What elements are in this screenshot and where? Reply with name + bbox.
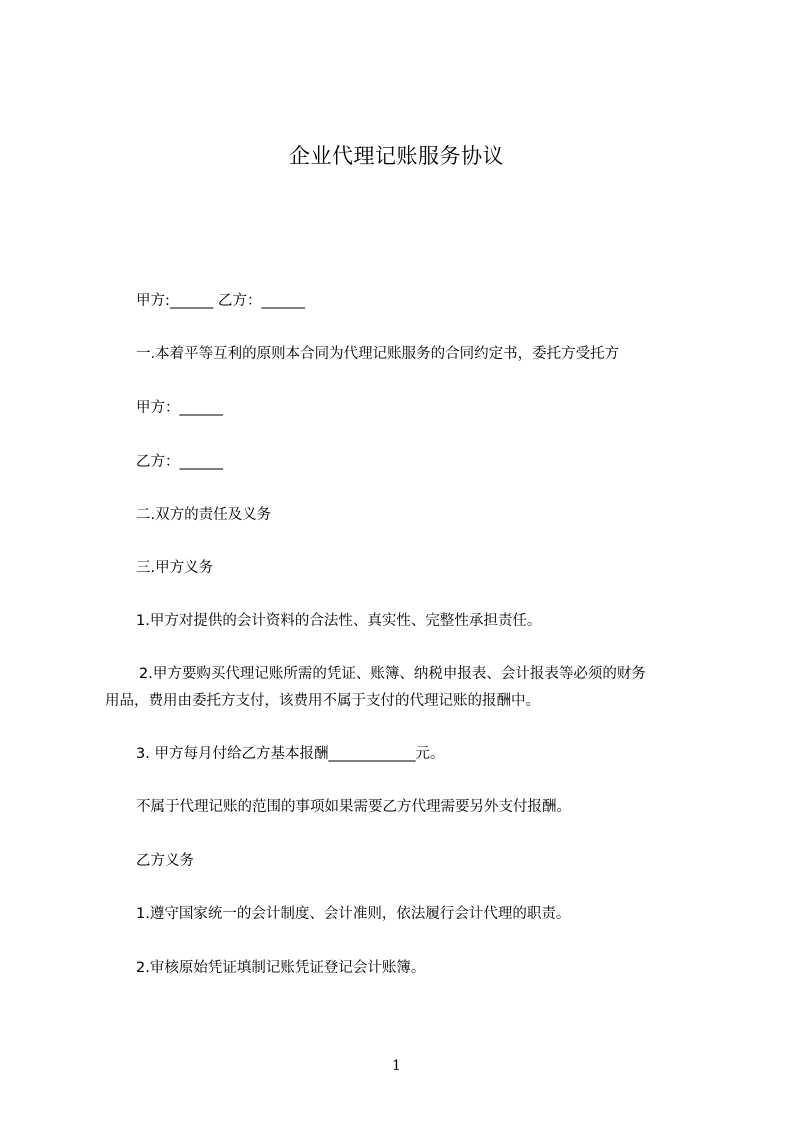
party-a-duty-2-continued: 用品，费用由委托方支付，该费用不属于支付的代理记账的报酬中。 (105, 693, 540, 709)
section-three-heading: 三.甲方义务 (136, 560, 214, 576)
party-b-duty-1: 1.遵守国家统一的会计制度、会计准则，依法履行会计代理的职责。 (136, 906, 571, 922)
party-b-line: 乙方：______ (136, 454, 223, 470)
party-a-duty-1: 1.甲方对提供的会计资料的合法性、真实性、完整性承担责任。 (136, 613, 542, 629)
extra-fee-note: 不属于代理记账的范围的事项如果需要乙方代理需要另外支付报酬。 (136, 799, 571, 815)
party-a-duty-2: 2.甲方要购买代理记账所需的凭证、账簿、纳税申报表、会计报表等必须的财务 (139, 666, 646, 682)
section-two-heading: 二.双方的责任及义务 (136, 507, 272, 523)
party-a-duty-3: 3. 甲方每月付给乙方基本报酬____________元。 (136, 746, 445, 762)
parties-line: 甲方:______ 乙方：______ (136, 293, 305, 309)
document-title: 企业代理记账服务协议 (289, 144, 504, 168)
page-number: 1 (392, 1058, 401, 1074)
party-a-line: 甲方：______ (136, 400, 223, 416)
section-one-text: 一.本着平等互利的原则本合同为代理记账服务的合同约定书，委托方受托方 (136, 346, 620, 362)
party-b-duty-2: 2.审核原始凭证填制记账凭证登记会计账簿。 (136, 960, 426, 976)
party-b-duties-heading: 乙方义务 (136, 853, 194, 869)
